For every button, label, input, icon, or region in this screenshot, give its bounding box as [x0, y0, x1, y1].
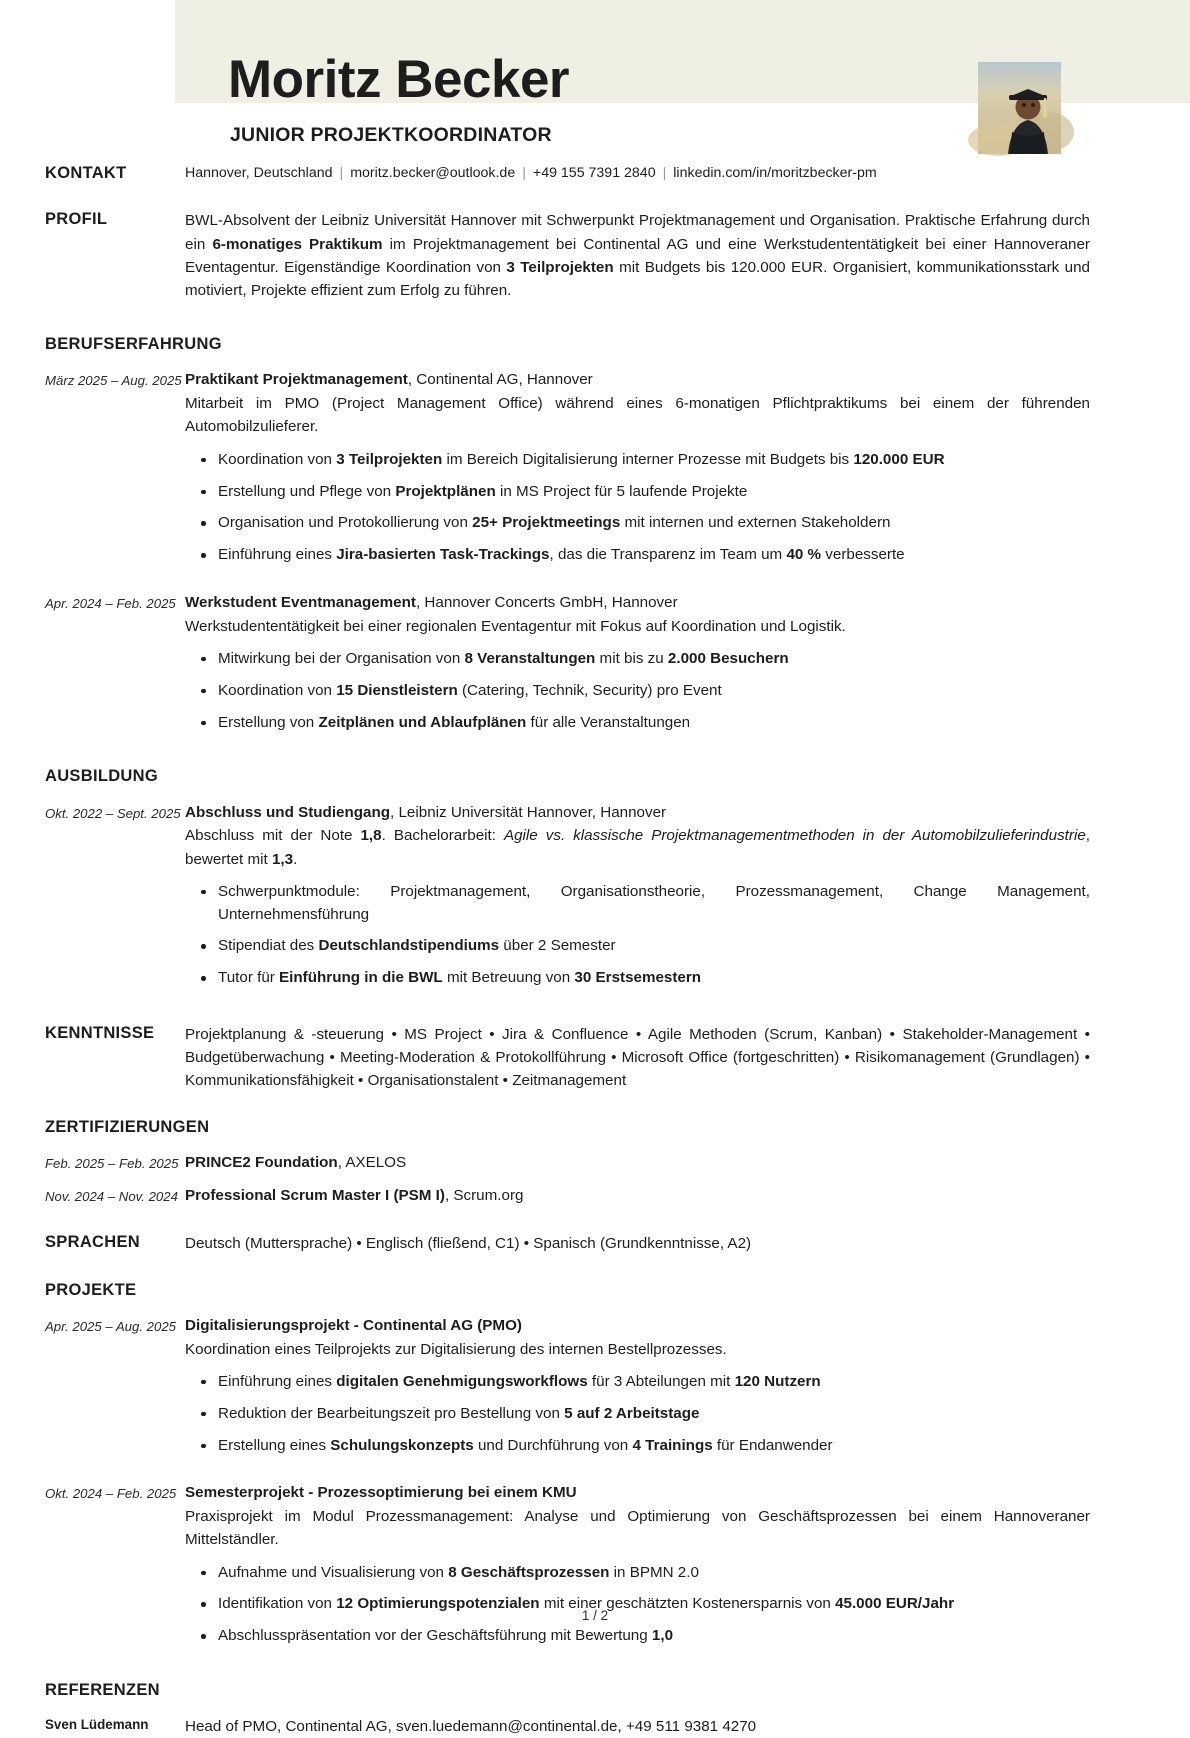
section-profil [0, 209, 1190, 302]
bullet-text: mit internen und externen Stakeholdern [620, 514, 891, 532]
languages-text: Deutsch (Muttersprache) • Englisch (fließend, C1) • Spanisch (Grundkenntnisse, A2) [185, 1235, 752, 1253]
bullet-bold: 5 auf 2 Arbeitstage [564, 1404, 700, 1422]
contact-line [185, 163, 1090, 184]
resume-body [0, 163, 1190, 1738]
bullet-bold: Deutschlandstipendiums [318, 937, 500, 955]
bullet-text: Identifikation von [218, 1595, 337, 1613]
bullet-bold: Schulungskonzepts [330, 1436, 474, 1454]
contact-divider-2: | [522, 165, 526, 181]
profil-content-col [185, 209, 1190, 302]
certification-detail-col [185, 1185, 1190, 1208]
bullet-bold: digitalen Genehmigungsworkflows [336, 1372, 588, 1390]
bullet-text: für 3 Abteilungen mit [587, 1372, 735, 1390]
profile-summary [185, 209, 1090, 302]
education-degree: Abschluss und Studiengang [185, 803, 391, 821]
experience-date-col [0, 369, 185, 566]
experience-company: , Hannover Concerts GmbH, Hannover [415, 593, 678, 611]
education-detail-col [185, 802, 1190, 990]
references-heading-col [0, 1681, 185, 1699]
spacer [0, 734, 1190, 767]
project-entry [0, 1315, 1190, 1457]
bullet-bold: Zeitplänen und Ablaufplänen [318, 713, 527, 731]
list-item [218, 481, 1090, 504]
contact-divider-3: | [662, 165, 667, 181]
list-item [218, 449, 1090, 472]
bullet-text: Reduktion der Bearbeitungszeit pro Bestellung von [218, 1404, 565, 1422]
education-desc-text: . Bachelorarbeit: [381, 827, 504, 845]
spacer [0, 1207, 1190, 1232]
experience-entry [0, 369, 1190, 566]
references-heading-spacer [185, 1681, 1190, 1699]
project-entry [0, 1482, 1190, 1648]
spacer [0, 1299, 1190, 1315]
certifications-heading-spacer [185, 1118, 1190, 1136]
kontakt-label-col [0, 163, 185, 184]
section-projekte-heading [0, 1281, 1190, 1299]
section-zertifizierungen-heading [0, 1118, 1190, 1136]
experience-heading-spacer [185, 335, 1190, 353]
section-ausbildung-heading [0, 767, 1190, 785]
bullet-bold: 15 Dienstleistern [336, 681, 458, 699]
section-heading-projekte: PROJEKTE [45, 1280, 137, 1299]
section-referenzen-heading [0, 1681, 1190, 1699]
bullet-bold: 45.000 EUR/Jahr [835, 1595, 955, 1613]
list-item [218, 967, 1090, 990]
bullet-bold: 4 Trainings [632, 1436, 713, 1454]
section-sprachen [0, 1232, 1190, 1255]
education-date-col [0, 802, 185, 990]
spacer [0, 786, 1190, 802]
bullet-bold: 40 % [786, 546, 822, 564]
project-daterange: Apr. 2025 – Aug. 2025 [45, 1318, 176, 1334]
bullet-text: Koordination von [218, 681, 337, 699]
spacer [0, 184, 1190, 209]
experience-daterange: Apr. 2024 – Feb. 2025 [45, 595, 176, 611]
list-item [218, 648, 1090, 671]
skills-text: Projektplanung & -steuerung • MS Project • Jira & Confluence • Agile Methoden (Scrum, Kanban) • Stakeholder-Management • Budgetüberwachung • Meeting-Moderation & Protokollführung • Microsoft Office (fortgeschritten) • Risikomanagement (Grundlagen) • Kommunikationsfähigkeit • Organisationstalent • Zeitmanagement [185, 1025, 1090, 1090]
certification-title [185, 1152, 1090, 1175]
profile-text-3: mit Budgets bis 120.000 EUR. Organisiert, kommunikationsstark und motiviert, Projekte effizient zum Erfolg zu führen. [185, 258, 1091, 300]
bullet-bold: 3 Teilprojekten [336, 450, 443, 468]
profile-bold-2: 3 Teilprojekten [506, 258, 614, 276]
education-entry [0, 802, 1190, 990]
bullet-bold: 8 Veranstaltungen [464, 649, 596, 667]
certification-name: PRINCE2 Foundation [185, 1153, 338, 1171]
bullet-text: mit einer geschätzten Kostenersparnis von [539, 1595, 836, 1613]
project-name: Digitalisierungsprojekt - Continental AG (PMO) [185, 1316, 522, 1334]
experience-daterange: März 2025 – Aug. 2025 [45, 373, 182, 389]
bullet-bold: 12 Optimierungspotenzialen [336, 1595, 540, 1613]
certification-entry [0, 1152, 1190, 1175]
bullet-text: Mitwirkung bei der Organisation von [218, 649, 465, 667]
bullet-text: für Endanwender [712, 1436, 833, 1454]
skills-content-col [185, 1023, 1190, 1093]
bullet-bold: 25+ Projektmeetings [472, 514, 621, 532]
list-item [218, 935, 1090, 958]
bullet-text: mit bis zu [595, 649, 668, 667]
reference-contact: Head of PMO, Continental AG, sven.luedemann@continental.de, +49 511 9381 4270 [185, 1718, 757, 1736]
education-desc-text: Abschluss mit der Note [185, 827, 361, 845]
page-number: 1 / 2 [581, 1608, 609, 1623]
certification-date-col [0, 1152, 185, 1175]
list-item [218, 712, 1090, 735]
bullet-text: Einführung eines [218, 1372, 337, 1390]
project-detail-col [185, 1482, 1190, 1648]
experience-bullet-list [185, 449, 1090, 567]
skills-label-col [0, 1023, 185, 1093]
list-item [218, 1625, 1090, 1648]
bullet-text: Koordination von [218, 450, 337, 468]
project-bullet-list [185, 1371, 1090, 1457]
thesis-grade: 1,3 [271, 850, 294, 868]
bullet-text: Tutor für [218, 969, 280, 987]
section-heading-zertifizierungen: ZERTIFIZIERUNGEN [45, 1117, 210, 1136]
bullet-bold: 30 Erstsemestern [574, 969, 702, 987]
spacer [0, 1457, 1190, 1482]
project-daterange: Okt. 2024 – Feb. 2025 [45, 1486, 177, 1502]
section-heading-ausbildung: AUSBILDUNG [45, 767, 158, 786]
spacer [0, 990, 1190, 1023]
contact-email[interactable]: moritz.becker@outlook.de [350, 165, 516, 181]
bullet-bold: Projektplänen [395, 482, 496, 500]
certification-entry [0, 1185, 1190, 1208]
experience-description: Mitarbeit im PMO (Project Management Office) während eines 6-monatigen Pflichtpraktikums bei einem der führenden Automobilzulieferer. [185, 395, 1090, 436]
education-title [185, 802, 1090, 825]
contact-phone[interactable]: +49 155 7391 2840 [532, 165, 656, 181]
thesis-title: Agile vs. klassische Projektmanagementmethoden in der Automobilzulieferindustrie [503, 827, 1086, 845]
contact-linkedin[interactable]: linkedin.com/in/moritzbecker-pm [673, 165, 877, 181]
certification-daterange: Feb. 2025 – Feb. 2025 [45, 1155, 179, 1171]
bullet-text: Abschlusspräsentation vor der Geschäftsführung mit Bewertung [218, 1627, 652, 1645]
profile-bold-1: 6-monatiges Praktikum [212, 235, 383, 253]
certification-name: Professional Scrum Master I (PSM I) [185, 1186, 445, 1204]
experience-detail-col [185, 592, 1190, 734]
resume-header [0, 0, 1190, 165]
list-item [218, 544, 1090, 567]
job-title: JUNIOR PROJEKTKOORDINATOR [230, 124, 552, 146]
bullet-bold: Einführung in die BWL [279, 969, 443, 987]
bullet-text: (Catering, Technik, Security) pro Event [457, 681, 722, 699]
project-title [185, 1315, 1090, 1338]
certification-detail-col [185, 1152, 1190, 1175]
education-desc-text: , bewertet mit [185, 827, 1091, 868]
bullet-text: Aufnahme und Visualisierung von [218, 1563, 449, 1581]
spacer [0, 567, 1190, 592]
project-detail-col [185, 1315, 1190, 1457]
list-item [218, 1403, 1090, 1426]
bullet-bold: 2.000 Besuchern [667, 649, 789, 667]
education-heading-spacer [185, 767, 1190, 785]
profile-text-2: im Projektmanagement bei Continental AG und eine Werkstudententätigkeit bei einer Hannoveraner Eventagentur. Eigenständige Koordination von [185, 235, 1090, 276]
list-item [218, 1562, 1090, 1585]
bullet-bold: Jira-basierten Task-Trackings [336, 546, 550, 564]
experience-description: Werkstudententätigkeit bei einer regionalen Eventagentur mit Fokus auf Koordination und Logistik. [185, 617, 846, 635]
projects-heading-spacer [185, 1281, 1190, 1299]
spacer [0, 1699, 1190, 1715]
spacer [0, 1648, 1190, 1681]
bullet-text: und Durchführung von [473, 1436, 633, 1454]
certification-issuer: , Scrum.org [444, 1186, 524, 1204]
section-kenntnisse [0, 1023, 1190, 1093]
list-item [218, 1371, 1090, 1394]
bullet-text: mit Betreuung von [442, 969, 575, 987]
languages-content-col [185, 1232, 1190, 1255]
section-heading-profil: PROFIL [45, 210, 108, 229]
bullet-text: Stipendiat des [218, 937, 319, 955]
spacer [0, 1093, 1190, 1118]
bullet-text: Organisation und Protokollierung von [218, 514, 473, 532]
list-item [218, 680, 1090, 703]
projects-heading-col [0, 1281, 185, 1299]
bullet-bold: 120 Nutzern [734, 1372, 821, 1390]
bullet-text: Schwerpunktmodule: Projektmanagement, Organisationstheorie, Prozessmanagement, Change Management, Unternehmensführung [218, 882, 1090, 923]
spacer [0, 302, 1190, 335]
bullet-text: in MS Project für 5 laufende Projekte [495, 482, 748, 500]
experience-bullet-list [185, 648, 1090, 734]
certification-date-col [0, 1185, 185, 1208]
page-footer [0, 1608, 1190, 1623]
bullet-text: , das die Transparenz im Team um [549, 546, 787, 564]
bullet-text: Einführung eines [218, 546, 337, 564]
bullet-bold: 120.000 EUR [853, 450, 945, 468]
experience-role: Werkstudent Eventmanagement [185, 593, 416, 611]
kontakt-content-col [185, 163, 1190, 184]
certification-title [185, 1185, 1090, 1208]
section-heading-kenntnisse: KENNTNISSE [45, 1023, 155, 1042]
project-description: Praxisprojekt im Modul Prozessmanagement: Analyse und Optimierung von Geschäftsprozessen bei einem Hannoveraner Mittelständler. [185, 1508, 1090, 1549]
profile-photo-icon [978, 62, 1061, 154]
spacer [0, 1256, 1190, 1281]
section-heading-kontakt: KONTAKT [45, 164, 127, 182]
project-name: Semesterprojekt - Prozessoptimierung bei einem KMU [185, 1484, 577, 1502]
bullet-text: in BPMN 2.0 [609, 1563, 699, 1581]
certification-daterange: Nov. 2024 – Nov. 2024 [45, 1188, 178, 1204]
education-institution: , Leibniz Universität Hannover, Hannover [390, 803, 667, 821]
contact-divider-1: | [339, 165, 344, 181]
section-heading-berufserfahrung: BERUFSERFAHRUNG [45, 335, 222, 354]
section-heading-referenzen: REFERENZEN [45, 1680, 160, 1699]
education-grade: 1,8 [360, 827, 382, 845]
bullet-bold: 1,0 [651, 1627, 674, 1645]
certification-issuer: , AXELOS [337, 1153, 407, 1171]
project-date-col [0, 1315, 185, 1457]
list-item [218, 881, 1090, 927]
list-item [218, 1435, 1090, 1458]
education-daterange: Okt. 2022 – Sept. 2025 [45, 805, 181, 821]
project-date-col [0, 1482, 185, 1648]
spacer [0, 353, 1190, 369]
avatar [978, 62, 1061, 154]
spacer [0, 1175, 1190, 1185]
languages-label-col [0, 1232, 185, 1255]
education-heading-col [0, 767, 185, 785]
page-title: Moritz Becker [228, 50, 570, 109]
profil-label-col [0, 209, 185, 302]
bullet-bold: 8 Geschäftsprozessen [448, 1563, 610, 1581]
reference-name: Sven Lüdemann [45, 1717, 149, 1733]
experience-title [185, 592, 1090, 615]
bullet-text: Erstellung und Pflege von [218, 482, 396, 500]
bullet-text: Erstellung von [218, 713, 319, 731]
reference-name-col [0, 1715, 185, 1738]
experience-entry [0, 592, 1190, 734]
bullet-text: für alle Veranstaltungen [526, 713, 691, 731]
project-description: Koordination eines Teilprojekts zur Digitalisierung des internen Bestellprozesses. [185, 1340, 727, 1358]
experience-company: , Continental AG, Hannover [407, 371, 593, 389]
reference-entry [0, 1715, 1190, 1738]
education-bullet-list [185, 881, 1090, 990]
bullet-text: Erstellung eines [218, 1436, 331, 1454]
project-bullet-list [185, 1562, 1090, 1648]
reference-detail-col [185, 1715, 1190, 1738]
section-berufserfahrung-heading [0, 335, 1190, 353]
bullet-text: im Bereich Digitalisierung interner Prozesse mit Budgets bis [442, 450, 854, 468]
profile-text-1: BWL-Absolvent der Leibniz Universität Hannover mit Schwerpunkt Projektmanagement und Organisation. Praktische Erfahrung durch ein [185, 212, 1090, 253]
experience-detail-col [185, 369, 1190, 566]
experience-date-col [0, 592, 185, 734]
experience-heading-col [0, 335, 222, 354]
section-heading-sprachen: SPRACHEN [45, 1233, 140, 1252]
list-item [218, 512, 1090, 535]
project-title [185, 1482, 1090, 1505]
experience-title [185, 369, 1090, 392]
spacer [0, 1136, 1190, 1152]
education-description [185, 824, 1090, 871]
education-desc-text: . [293, 850, 298, 868]
bullet-text: verbesserte [821, 546, 905, 564]
section-kontakt [0, 163, 1190, 184]
experience-role: Praktikant Projektmanagement [185, 371, 408, 389]
bullet-text: über 2 Semester [499, 937, 616, 955]
contact-location: Hannover, Deutschland [185, 165, 333, 181]
certifications-heading-col [0, 1117, 210, 1136]
